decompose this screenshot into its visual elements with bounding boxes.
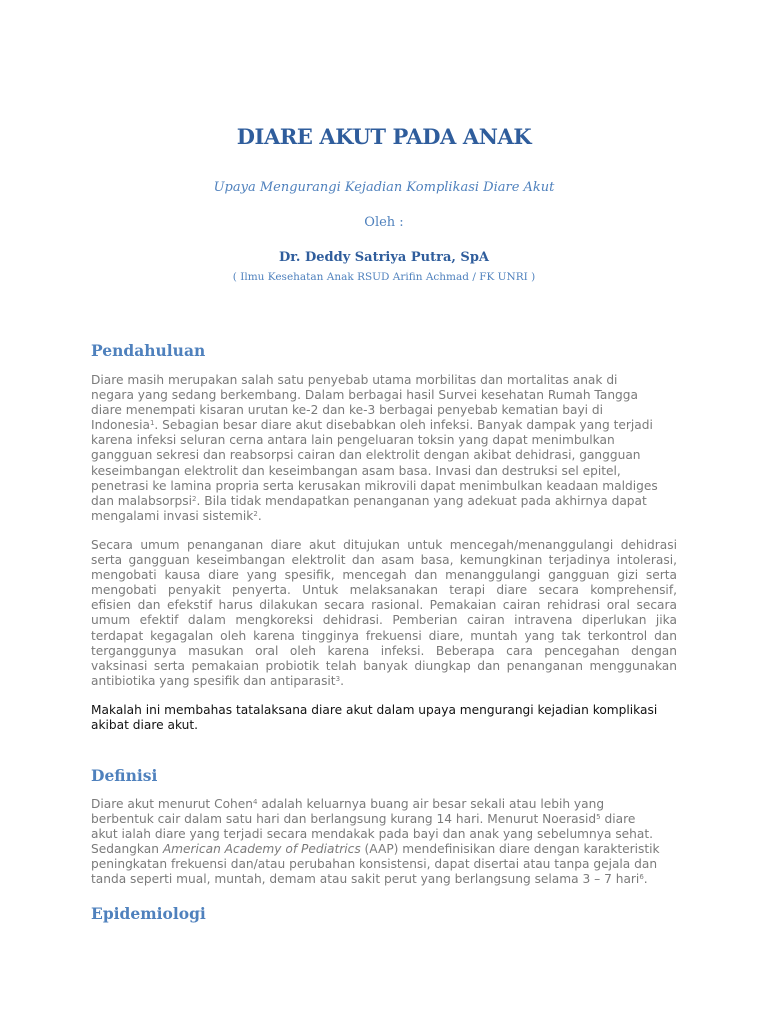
text-line: gangguan sekresi dan reabsorpsi cairan dan elektrolit dengan akibat dehidrasi, gangguan (91, 448, 641, 463)
text-line: diare menempati kisaran urutan ke-2 dan ke-3 berbagai penyebab kematian bayi di (91, 403, 604, 418)
pendahuluan-paragraph-3 (91, 703, 677, 733)
reference-superscript: 2 (253, 509, 258, 518)
text-line: karena infeksi seluran cerna antara lain pengeluaran toksin yang dapat menimbulkan (91, 433, 615, 448)
pendahuluan-paragraph-1 (91, 373, 677, 524)
section-heading-epidemiologi: Epidemiologi (91, 904, 206, 923)
italic-term: American Academy of Pediatrics (162, 842, 361, 857)
reference-superscript: 4 (253, 798, 258, 806)
section-heading-definisi: Definisi (91, 766, 158, 785)
pendahuluan-paragraph-2 (91, 538, 677, 689)
text-line: akut ialah diare yang terjadi secara mendakak pada bayi dan anak yang sebelumnya sehat. (91, 827, 654, 842)
definisi-paragraph-1 (91, 797, 677, 888)
document-title: DIARE AKUT PADA ANAK (236, 124, 532, 149)
text-line: berbentuk cair dalam satu hari dan berlangsung kurang 14 hari. Menurut Noerasid$^5$ diare (91, 812, 636, 827)
text-line: terganggunya masukan oral oleh karena infeksi. Beberapa cara pencegahan dengan (91, 643, 677, 658)
text-line: Sedangkan American Academy of Pediatrics (AAP) mendefinisikan diare dengan karakteristik (91, 842, 660, 857)
text-line: terdapat kegagalan oleh karena tingginya frekuensi diare, muntah yang tak terkontrol dan (91, 628, 677, 643)
text-line: peningkatan frekuensi dan/atau perubahan konsistensi, dapat disertai atau tanpa gejala dan (91, 857, 658, 872)
reference-superscript: 3 (335, 674, 341, 683)
text-line: mengobati kausa diare yang spesifik, mencegah dan menanggulangi gangguan gizi serta (91, 568, 677, 583)
text-line: vaksinasi serta pemakaian probiotik telah banyak diungkap dan penanganan menggunakan (91, 658, 677, 673)
text-line: negara yang sedang berkembang. Dalam berbagai hasil Survei kesehatan Rumah Tangga (91, 388, 638, 403)
author-affiliation: ( Ilmu Kesehatan Anak RSUD Arifin Achmad / FK UNRI ) (232, 271, 536, 283)
text-line: serta gangguan keseimbangan elektrolit dan asam basa, kemungkinan terjadinya intolerasi, (91, 553, 677, 568)
text-line: Indonesia$^1$. Sebagian besar diare akut disebabkan oleh infeksi. Banyak dampak yang terjadi (91, 418, 653, 433)
text-line: mengalami invasi sistemik$^2$. (91, 508, 262, 523)
text-line: efisien dan efekstif harus dilakukan secara rasional. Pemakaian cairan rehidrasi oral secara (91, 598, 677, 613)
by-label: Oleh : (364, 215, 404, 230)
text-line: Diare akut menurut Cohen$^4$ adalah keluarnya buang air besar sekali atau lebih yang (91, 797, 605, 811)
text-line: keseimbangan elektrolit dan keseimbangan asam basa. Invasi dan destruksi sel epitel, (91, 463, 621, 478)
text-line: dan malabsorpsi$^2$. Bila tidak mendapatkan penanganan yang adekuat pada akhirnya dapat (91, 493, 647, 508)
reference-superscript: 2 (192, 494, 197, 503)
text-line: Secara umum penanganan diare akut ditujukan untuk mencegah/menanggulangi dehidrasi (91, 538, 677, 552)
text-line: akibat diare akut. (91, 718, 199, 733)
reference-superscript: 6 (639, 873, 644, 882)
reference-superscript: 5 (596, 813, 601, 822)
text-line: umum efektif dalam mengkoreksi dehidrasi. Pemberian cairan intravena diperlukan jika (91, 613, 677, 628)
text-line: penetrasi ke lamina propria serta kerusakan mikrovili dapat menimbulkan keadaan maldiges (91, 478, 658, 493)
document-subtitle: Upaya Mengurangi Kejadian Komplikasi Diare Akut (213, 180, 555, 195)
reference-superscript: 1 (149, 419, 155, 428)
text-line: Makalah ini membahas tatalaksana diare akut dalam upaya mengurangi kejadian komplikasi (91, 703, 658, 717)
text-line: Diare masih merupakan salah satu penyebab utama morbilitas dan mortalitas anak di (91, 373, 618, 387)
text-line: mengobati penyakit penyerta. Untuk melaksanakan terapi diare secara komprehensif, (91, 583, 677, 598)
text-line: antibiotika yang spesifik dan antiparasit$^3$. (91, 673, 344, 688)
section-heading-pendahuluan: Pendahuluan (91, 341, 206, 360)
text-line: tanda seperti mual, muntah, demam atau sakit perut yang berlangsung selama 3 – 7 hari$^6$. (91, 872, 648, 887)
author-name: Dr. Deddy Satriya Putra, SpA (278, 250, 489, 265)
